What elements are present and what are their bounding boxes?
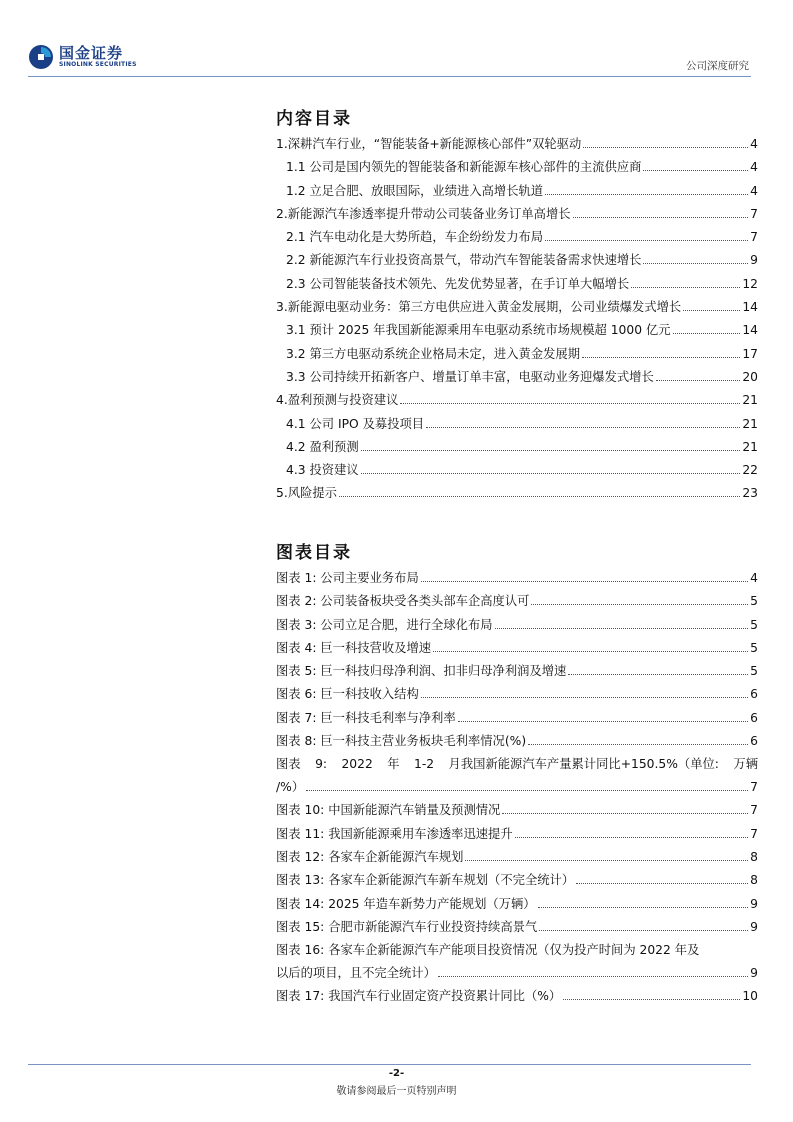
- toc-figure-label: 图表 7: 巨一科技毛利率与净利率: [276, 710, 456, 725]
- toc-contents-label: 4.3 投资建议: [286, 463, 359, 478]
- figure-9-title-part: 年: [387, 757, 400, 772]
- toc-contents-label: 1.深耕汽车行业，“智能装备+新能源核心部件”双轮驱动: [276, 137, 582, 151]
- toc-figure-entry[interactable]: [276, 826, 758, 842]
- figure-9-title-line1: [276, 756, 758, 772]
- toc-figure-label: 图表 5: 巨一科技归母净利润、扣非归母净利润及增速: [276, 664, 567, 679]
- leader-dots: [643, 263, 748, 264]
- toc-contents-page: 7: [750, 230, 758, 245]
- toc-figure-page: 10: [742, 989, 758, 1004]
- toc-figure-entry[interactable]: [276, 640, 758, 656]
- toc-contents-page: 14: [742, 300, 758, 315]
- toc-contents-label: 2.2 新能源汽车行业投资高景气，带动汽车智能装备需求快速增长: [286, 253, 642, 268]
- toc-contents-label: 2.1 汽车电动化是大势所趋，车企纷纷发力布局: [286, 230, 544, 245]
- toc-contents-entry[interactable]: [276, 346, 758, 362]
- leader-dots: [583, 147, 748, 148]
- toc-contents-page: 7: [750, 206, 758, 221]
- figure-9-title-part: 2022: [341, 757, 373, 772]
- toc-contents-page: 4: [750, 137, 758, 151]
- leader-dots: [361, 473, 741, 474]
- toc-figure-entry[interactable]: [276, 570, 758, 586]
- toc-contents-label: 1.1 公司是国内领先的智能装备和新能源车核心部件的主流供应商: [286, 160, 642, 175]
- figure-9-title-part: 1-2: [414, 757, 435, 772]
- toc-figure-label: 图表 11: 我国新能源乘用车渗透率迅速提升: [276, 826, 513, 841]
- toc-contents-entry[interactable]: [276, 416, 758, 432]
- figures-list: [276, 570, 758, 1004]
- toc-contents-label: 5.风险提示: [276, 486, 337, 501]
- figure-9-title-line2: /%）: [276, 780, 305, 795]
- toc-contents-label: 1.2 立足合肥、放眼国际，业绩进入高增长轨道: [286, 183, 544, 198]
- toc-figure-entry[interactable]: [276, 733, 758, 749]
- figure-9-title-part: 9:: [315, 757, 328, 772]
- toc-figure-label: 图表 12: 各家车企新能源汽车规划: [276, 849, 464, 864]
- toc-contents-entry[interactable]: [276, 206, 758, 222]
- leader-dots: [458, 721, 749, 722]
- toc-contents-page: 12: [742, 276, 758, 291]
- toc-contents-label: 3.1 预计 2025 年我国新能源乘用车电驱动系统市场规模超 1000 亿元: [286, 323, 671, 338]
- leader-dots: [361, 450, 741, 451]
- toc-contents-page: 21: [742, 416, 758, 431]
- toc-figure-page: 9: [750, 919, 758, 934]
- toc-contents-page: 21: [742, 393, 758, 408]
- toc-figure-entry-16[interactable]: [276, 942, 758, 981]
- leader-dots: [465, 860, 748, 861]
- toc-contents-entry[interactable]: [276, 252, 758, 268]
- figure-9-title-part: 图表: [276, 757, 301, 772]
- leader-dots: [421, 581, 748, 582]
- figure-16-title-line1: [276, 942, 758, 958]
- figures-title: 图表目录: [276, 543, 352, 563]
- toc-contents-entry[interactable]: [276, 229, 758, 245]
- toc-figure-entry[interactable]: [276, 593, 758, 609]
- leader-dots: [515, 837, 749, 838]
- toc-contents-label: 3.2 第三方电驱动系统企业格局未定，进入黄金发展期: [286, 346, 580, 361]
- toc-figure-page: 6: [750, 710, 758, 725]
- page-number: -2-: [388, 1068, 405, 1079]
- toc-figure-entry-9[interactable]: [276, 756, 758, 795]
- toc-contents-entry[interactable]: [276, 299, 758, 315]
- toc-figure-entry[interactable]: [276, 686, 758, 702]
- figure-9-title-part: 万辆: [733, 757, 758, 772]
- toc-figure-label: 图表 1: 公司主要业务布局: [276, 571, 419, 585]
- toc-figure-label: 图表 8: 巨一科技主营业务板块毛利率情况(%): [276, 734, 527, 749]
- toc-figure-page: 6: [750, 734, 758, 749]
- toc-contents-entry[interactable]: [276, 485, 758, 501]
- figure-16-title-line1-text: 图表 16: 各家车企新能源汽车产能项目投资情况（仅为投产时间为 2022 年及: [276, 942, 700, 957]
- toc-figure-entry[interactable]: [276, 617, 758, 633]
- toc-contents-entry[interactable]: [276, 392, 758, 408]
- leader-dots: [528, 744, 748, 745]
- leader-dots: [438, 976, 748, 977]
- toc-figure-label: 图表 10: 中国新能源汽车销量及预测情况: [276, 803, 501, 818]
- toc-contents-page: 17: [742, 346, 758, 361]
- leader-dots: [545, 240, 748, 241]
- toc-contents-label: 4.1 公司 IPO 及募投项目: [286, 416, 425, 431]
- toc-contents-entry[interactable]: [276, 159, 758, 175]
- leader-dots: [631, 287, 740, 288]
- leader-dots: [421, 697, 748, 698]
- toc-figure-page: 5: [750, 617, 758, 632]
- toc-figure-entry[interactable]: [276, 988, 758, 1004]
- toc-figure-label: 图表 13: 各家车企新能源汽车新车规划（不完全统计）: [276, 873, 575, 888]
- leader-dots: [545, 194, 748, 195]
- toc-contents-page: 21: [742, 439, 758, 454]
- toc-figure-page: 8: [750, 873, 758, 888]
- figure-16-title-line2: 以后的项目，且不完全统计）: [276, 965, 436, 980]
- leader-dots: [683, 310, 740, 311]
- leader-dots: [673, 333, 741, 334]
- header-divider: [28, 76, 751, 77]
- figure-9-page: 7: [750, 780, 758, 795]
- toc-contents-page: 22: [742, 463, 758, 478]
- toc-contents-label: 3.新能源电驱动业务：第三方电供应进入黄金发展期，公司业绩爆发式增长: [276, 300, 682, 315]
- toc-figure-label: 图表 15: 合肥市新能源汽车行业投资持续高景气: [276, 919, 538, 934]
- toc-figure-page: 5: [750, 594, 758, 609]
- toc-contents-label: 2.新能源汽车渗透率提升带动公司装备业务订单高增长: [276, 206, 571, 221]
- contents-list: [276, 136, 758, 501]
- figure-16-page: 9: [750, 965, 758, 980]
- toc-contents-page: 14: [742, 323, 758, 338]
- toc-figure-entry[interactable]: [276, 802, 758, 818]
- toc-figure-label: 图表 14: 2025 年造车新势力产能规划（万辆）: [276, 896, 536, 911]
- toc-contents-page: 4: [750, 160, 758, 175]
- toc-figure-label: 图表 3: 公司立足合肥，进行全球化布局: [276, 617, 493, 632]
- toc-contents-entry[interactable]: [276, 322, 758, 338]
- toc-figure-label: 图表 4: 巨一科技营收及增速: [276, 640, 432, 655]
- leader-dots: [339, 496, 740, 497]
- leader-dots: [576, 883, 748, 884]
- leader-dots: [306, 790, 748, 791]
- toc-contents-label: 4.盈利预测与投资建议: [276, 393, 399, 408]
- toc-figure-entry[interactable]: [276, 849, 758, 865]
- toc-figure-page: 7: [750, 803, 758, 818]
- company-logo: [28, 44, 137, 70]
- toc-figure-page: 5: [750, 664, 758, 679]
- leader-dots: [538, 907, 749, 908]
- toc-figure-entry[interactable]: [276, 919, 758, 935]
- toc-contents-entry[interactable]: [276, 369, 758, 385]
- toc-contents-page: 4: [750, 183, 758, 198]
- toc-figure-page: 7: [750, 826, 758, 841]
- toc-figure-entry[interactable]: [276, 872, 758, 888]
- leader-dots: [573, 217, 749, 218]
- toc-contents-entry[interactable]: [276, 462, 758, 478]
- leader-dots: [568, 674, 748, 675]
- toc-contents-entry[interactable]: [276, 439, 758, 455]
- leader-dots: [495, 628, 749, 629]
- toc-figure-label: 图表 2: 公司装备板块受各类头部车企高度认可: [276, 594, 530, 609]
- toc-figure-entry[interactable]: [276, 663, 758, 679]
- figure-9-title-part: 月我国新能源汽车产量累计同比+150.5%（单位:: [448, 757, 719, 772]
- toc-figure-page: 9: [750, 896, 758, 911]
- leader-dots: [643, 170, 748, 171]
- logo-english-name: SINOLINK SECURITIES: [59, 61, 137, 68]
- toc-figure-label: 图表 6: 巨一科技收入结构: [276, 687, 419, 702]
- footer-divider: [28, 1064, 751, 1065]
- leader-dots: [531, 604, 748, 605]
- contents-title: 内容目录: [276, 109, 352, 129]
- toc-contents-label: 4.2 盈利预测: [286, 439, 359, 454]
- disclaimer-note: 敬请参阅最后一页特别声明: [336, 1086, 457, 1097]
- toc-contents-entry[interactable]: [276, 183, 758, 199]
- leader-dots: [502, 813, 748, 814]
- leader-dots: [400, 403, 740, 404]
- toc-contents-entry[interactable]: [276, 136, 758, 152]
- sinolink-logo-icon: [28, 44, 54, 70]
- logo-chinese-name: 国金证券: [59, 44, 124, 62]
- toc-figure-page: 8: [750, 849, 758, 864]
- toc-contents-label: 3.3 公司持续开拓新客户、增量订单丰富，电驱动业务迎爆发式增长: [286, 369, 654, 384]
- toc-contents-page: 9: [750, 253, 758, 268]
- leader-dots: [563, 999, 740, 1000]
- toc-contents-entry[interactable]: [276, 276, 758, 292]
- leader-dots: [656, 380, 741, 381]
- toc-contents-page: 23: [742, 486, 758, 501]
- toc-figure-entry[interactable]: [276, 710, 758, 726]
- leader-dots: [426, 427, 740, 428]
- toc-figure-page: 6: [750, 687, 758, 702]
- toc-figure-page: 5: [750, 640, 758, 655]
- toc-figure-entry[interactable]: [276, 896, 758, 912]
- leader-dots: [582, 357, 740, 358]
- report-type-label: 公司深度研究: [686, 60, 749, 72]
- toc-contents-page: 20: [742, 369, 758, 384]
- leader-dots: [539, 930, 748, 931]
- toc-figure-page: 4: [750, 571, 758, 585]
- leader-dots: [433, 651, 748, 652]
- toc-contents-label: 2.3 公司智能装备技术领先、先发优势显著，在手订单大幅增长: [286, 276, 630, 291]
- toc-figure-label: 图表 17: 我国汽车行业固定资产投资累计同比（%）: [276, 989, 562, 1004]
